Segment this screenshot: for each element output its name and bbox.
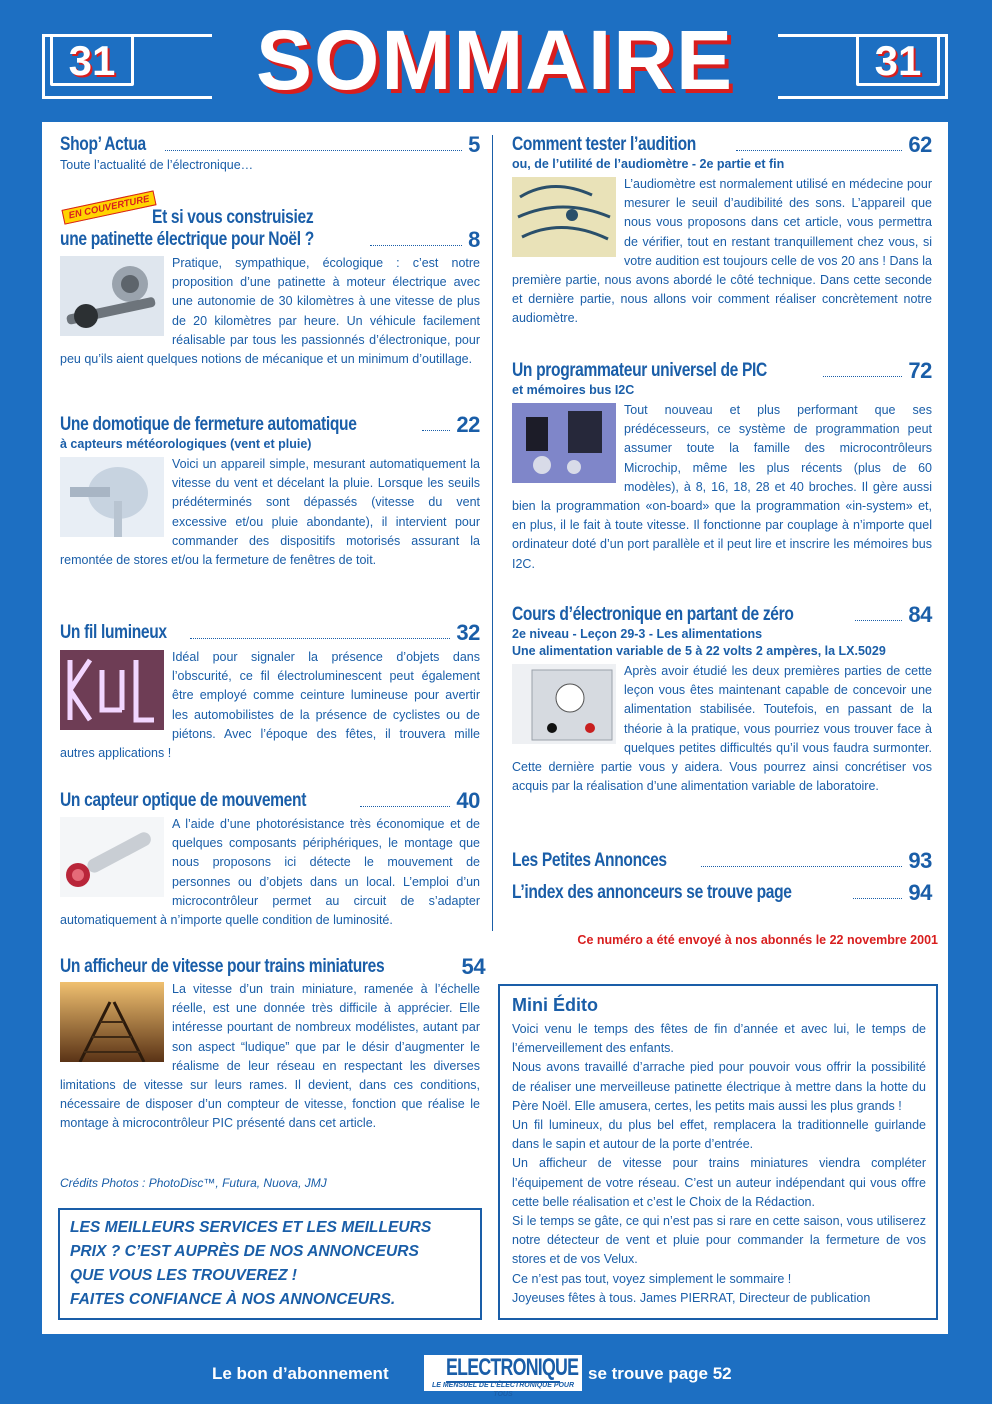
entry-description: Pratique, sympathique, écologique : c’est notre proposition d’une patinette à moteur électrique avec une autonomie de 30 kilomètres à une vitesse de plus de 20 kilomètres par heure. Un véhicule facilement réalisable par tous les passionnés d’électronique, pour peu qu’ils aient quelques notions de mécanique et un minimum d’outillage.	[60, 256, 480, 367]
toc-entry-petites-annonces[interactable]	[512, 850, 932, 872]
entry-title: Un afficheur de vitesse pour trains miniatures	[60, 956, 385, 977]
column-divider	[492, 135, 493, 931]
entry-page: 8	[468, 227, 480, 252]
entry-title: Un capteur optique de mouvement	[60, 790, 307, 811]
glowing-wire-photo	[60, 650, 164, 730]
magazine-logo[interactable]	[424, 1354, 582, 1398]
dot-leader	[422, 429, 451, 431]
edito-paragraph: Nous avons travaillé d’arrache pied pour pouvoir vous offrir la possibilité de réaliser une merveilleuse patinette électrique à mettre dans la hotte du Père Noël. Elle amusera, certes, les petits mais aussi les plus grands !	[512, 1060, 926, 1113]
photo-credits: Crédits Photos : PhotoDisc™, Futura, Nuova, JMJ	[60, 1176, 327, 1190]
frame-line	[945, 34, 948, 99]
dot-leader	[855, 619, 902, 621]
edito-paragraph: Si le temps se gâte, ce qui n’est pas si rare en cette saison, vous utiliserez notre détecteur de vent et pluie pour commander la fermeture de vos stores et de vos Velux.	[512, 1214, 926, 1267]
entry-page: 84	[908, 602, 932, 627]
toc-entry-programmateur-pic[interactable]	[512, 360, 932, 574]
ad-line: PRIX ? C’EST AUPRÈS DE NOS ANNONCEURS	[70, 1243, 419, 1260]
entry-description: La vitesse d’un train miniature, ramenée à l’échelle réelle, est une donnée très difficile à apprécier. Elle intéresse pourtant de nombreux modélistes, autant par son aspect “ludique” que par le désir d’augmenter le réalisme de leur réseau en respectant les diverses limitations de vitesse sur leurs rames. Il devient, dans ces conditions, nécessaire de disposer d’un compteur de vitesse, fonction que réalise le montage à microcontrôleur PIC présenté dans cet article.	[60, 982, 480, 1131]
dot-leader	[853, 897, 902, 899]
audiometer-face-photo	[512, 177, 616, 257]
toc-entry-shop-actua[interactable]	[60, 134, 480, 175]
edito-paragraph: Ce n’est pas tout, voyez simplement le sommaire !	[512, 1271, 792, 1286]
entry-title: Comment tester l’audition	[512, 134, 696, 155]
subscription-page-text: se trouve page 52	[588, 1364, 732, 1383]
entry-description: Idéal pour signaler la présence d’objets dans l’obscurité, ce fil électroluminescent peut également être employé comme ceinture lumineuse pour avertir les automobilistes de la présence de cyclistes ou de piétons. Avec l’époque des fêtes, il trouvera mille autres applications !	[60, 650, 480, 761]
entry-description: Voici un appareil simple, mesurant automatiquement la vitesse du vent et décelant la pluie. Lorsque les seuils prédéterminés sont dépassés (vitesse du vent excessive et/ou pluie abondante), il intervient pour commander des dispositifs motorisés assurant la remontée de stores et/ou la fermeture de fenêtres de toit.	[60, 457, 480, 568]
edito-paragraph: Un afficheur de vitesse pour trains miniatures viendra compléter l’équipement de votre réseau. C’est un auteur indépendant qui vous offre cette belle réalisation et c’est le Choix de la Rédaction.	[512, 1156, 926, 1209]
entry-title: Shop’ Actua	[60, 134, 146, 155]
wind-sensor-photo	[60, 457, 164, 537]
logo-tagline: LE MENSUEL DE L’ÉLECTRONIQUE POUR TOUS	[431, 1382, 575, 1398]
entry-page: 54	[461, 954, 486, 979]
edito-paragraph: Un fil lumineux, du plus bel effet, remplacera la traditionnelle guirlande dans le sapin et autour de la porte d’entrée.	[512, 1118, 926, 1152]
entry-description: Après avoir étudié les deux premières parties de cette leçon vous êtes maintenant capable de concevoir une alimentation stabilisée. Toutefois, en passant de la théorie à la pratique, vous pourriez vous trouver face à quelques petites difficultés qu’il vous faudra surmonter. Cette dernière partie vous y aidera. Vous pourrez ainsi concrétiser vos acquis par la réalisation d’une alimentation variable de laboratoire.	[512, 664, 932, 794]
dot-leader	[736, 149, 902, 151]
entry-title: Un programmateur universel de PIC	[512, 360, 767, 381]
entry-subtitle: 2e niveau - Leçon 29-3 - Les alimentations	[512, 627, 763, 641]
frame-line	[778, 96, 948, 99]
toc-entry-index-annonceurs[interactable]	[512, 882, 932, 904]
edito-paragraph: Joyeuses fêtes à tous. James PIERRAT, Directeur de publication	[512, 1290, 871, 1305]
dot-leader	[190, 637, 450, 639]
entry-subtitle-line2: Une alimentation variable de 5 à 22 volts 2 ampères, la LX.5029	[512, 644, 886, 658]
footer	[0, 1354, 992, 1398]
dot-leader	[360, 805, 450, 807]
entry-page: 72	[908, 358, 932, 383]
entry-title: Et si vous construisiez	[152, 207, 314, 228]
entry-page: 32	[456, 620, 480, 645]
toc-entry-fil-lumineux[interactable]	[60, 622, 480, 763]
entry-title-line2: une patinette électrique pour Noël ?	[60, 229, 314, 250]
scooter-motor-photo	[60, 256, 164, 336]
entry-subtitle: à capteurs météorologiques (vent et pluie)	[60, 437, 312, 451]
dot-leader	[823, 375, 902, 377]
subscription-text: Le bon d’abonnement	[212, 1364, 389, 1383]
edito-body	[512, 1020, 926, 1308]
entry-description: Tout nouveau et plus performant que ses prédécesseurs, ce système de programmation peut assumer toute la famille des microcontrôleurs Microchip, même les plus récents (plus de 60 modèles), à 8, 16, 18, 28 et 40 broches. Il gère aussi bien la programmation «on-board» que la programmation «in-system» et, en plus, il le fait à toute vitesse. Il fonctionne par couplage à n’importe quel ordinateur doté d’un port parallèle et il peut lire et inscrire les mémoires bus I2C.	[512, 403, 932, 571]
frame-line	[42, 34, 45, 99]
entry-title: Cours d’électronique en partant de zéro	[512, 604, 794, 625]
entry-page: 94	[908, 880, 932, 905]
pic-programmer-photo	[512, 403, 616, 483]
power-supply-photo	[512, 664, 616, 744]
frame-line	[42, 96, 212, 99]
ad-line: QUE VOUS LES TROUVEREZ !	[70, 1267, 298, 1284]
dot-leader	[701, 865, 903, 867]
entry-title: L’index des annonceurs se trouve page	[512, 882, 792, 903]
railway-track-photo	[60, 982, 164, 1062]
entry-page: 62	[908, 132, 932, 157]
entry-title: Une domotique de fermeture automatique	[60, 414, 357, 435]
mailing-notice: Ce numéro a été envoyé à nos abonnés le 22 novembre 2001	[577, 933, 938, 947]
ad-line: FAITES CONFIANCE À NOS ANNONCEURS.	[70, 1291, 396, 1308]
entry-description: L’audiomètre est normalement utilisé en médecine pour mesurer le seuil d’audibilité des sons. L’appareil que nous vous proposons dans cet article, vous permettra de vérifier, tout en restant tranquillement chez vous, si votre audition est toujours celle de vos 20 ans ! Dans la première partie, nous avons abordé le côté technique. Dans cette seconde et dernière partie, nous allons voir comment réaliser concrètement notre audiomètre.	[512, 177, 932, 326]
entry-title: Les Petites Annonces	[512, 850, 667, 871]
toc-entry-cours-electronique[interactable]	[512, 604, 932, 796]
entry-description: A l’aide d’une photorésistance très économique et de quelques composants périphériques, le montage que nous proposons ici détecte le mouvement de personnes ou d’objets dans un local. L’emploi d’un microcontrôleur permet au circuit de s’adapter automatiquement à n’importe quelle condition de luminosité.	[60, 817, 480, 928]
dot-leader	[165, 149, 462, 151]
entry-subtitle: et mémoires bus I2C	[512, 383, 635, 397]
logo-wordmark: ELECTRONIQUE	[446, 1354, 579, 1381]
dot-leader	[370, 244, 462, 246]
entry-page: 5	[468, 132, 480, 157]
toc-entry-audition[interactable]	[512, 134, 932, 329]
mini-edito-box	[498, 984, 938, 1320]
cover-badge: EN COUVERTURE	[61, 190, 156, 224]
toc-entry-afficheur-trains[interactable]	[60, 954, 486, 1134]
header	[42, 13, 948, 107]
entry-page: 93	[908, 848, 932, 873]
advertisers-box	[58, 1208, 482, 1320]
ad-line: LES MEILLEURS SERVICES ET LES MEILLEURS	[70, 1219, 432, 1236]
issue-number-right: 31	[856, 34, 940, 86]
edito-title: Mini Édito	[512, 995, 598, 1015]
entry-page: 40	[456, 788, 480, 813]
page-title: SOMMAIRE	[256, 13, 734, 107]
toc-entry-domotique[interactable]	[60, 414, 480, 570]
toc-entry-capteur-optique[interactable]	[60, 790, 480, 930]
entry-title: Un fil lumineux	[60, 622, 167, 643]
entry-page: 22	[456, 412, 480, 437]
toc-entry-patinette[interactable]	[60, 207, 480, 369]
entry-subtitle: ou, de l’utilité de l’audiomètre - 2e partie et fin	[512, 157, 785, 171]
edito-paragraph: Voici venu le temps des fêtes de fin d’année et avec lui, le temps de l’émerveillement des enfants.	[512, 1022, 926, 1056]
issue-number-left: 31	[50, 34, 134, 86]
entry-description: Toute l’actualité de l’électronique…	[60, 158, 254, 172]
photoresistor-photo	[60, 817, 164, 897]
